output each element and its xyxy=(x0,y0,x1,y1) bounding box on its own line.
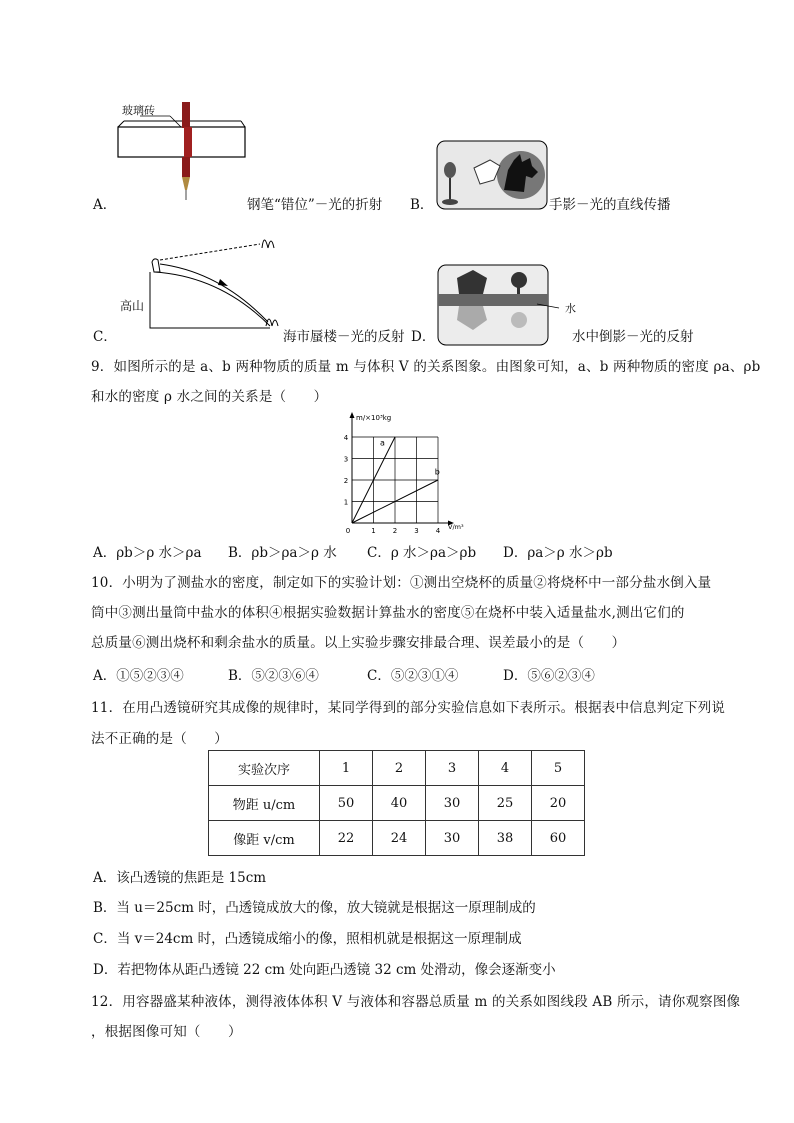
option-b-letter: B． xyxy=(410,197,434,213)
q12-stem-line2: ，根据图像可知（ ） xyxy=(91,1024,242,1040)
option-d-letter: D． xyxy=(411,329,436,345)
q11-option-d: D．若把物体从距凸透镜 22 cm 处向距凸透镜 32 cm 处滑动，像会逐渐变小 xyxy=(93,962,556,978)
table-row-header: 物距 u/cm xyxy=(209,786,320,821)
x-axis-label: V/m³ xyxy=(448,523,464,531)
x-tick-label: 1 xyxy=(371,527,376,533)
q9-option-a: A．ρb＞ρ 水＞ρa xyxy=(93,545,202,561)
option-b-caption: 手影－光的直线传播 xyxy=(549,197,671,213)
table-cell: 40 xyxy=(373,786,426,821)
water-label: 水 xyxy=(565,302,576,315)
q9-option-d: D．ρa＞ρ 水＞ρb xyxy=(503,545,613,561)
table-row xyxy=(209,786,585,821)
y-tick-label: 2 xyxy=(343,477,349,485)
q9-stem-line1: 9．如图所示的是 a、b 两种物质的质量 m 与体积 V 的关系图象。由图象可知，a、b 两种物质的密度 ρa、ρb xyxy=(91,359,761,375)
option-c-caption: 海市蜃楼－光的反射 xyxy=(283,329,405,345)
figure-mirage xyxy=(120,232,290,332)
option-a-caption: 钢笔“错位”－光的折射 xyxy=(247,197,383,213)
q12-stem-line1: 12．用容器盛某种液体，测得液体体积 V 与液体和容器总质量 m 的关系如图线段 AB 所示，请你观察图像 xyxy=(91,994,741,1010)
table-cell: 3 xyxy=(426,751,479,786)
q10-option-a: A．①⑤②③④ xyxy=(93,668,184,684)
mountain-label: 高山 xyxy=(120,299,145,313)
q9-option-c: C．ρ 水＞ρa＞ρb xyxy=(367,545,477,561)
q10-option-d: D．⑤⑥②③④ xyxy=(503,668,595,684)
table-cell: 25 xyxy=(479,786,532,821)
table-cell: 50 xyxy=(320,786,373,821)
q11-option-c: C．当 v＝24cm 时，凸透镜成缩小的像，照相机就是根据这一原理制成 xyxy=(93,931,522,947)
q11-option-a: A．该凸透镜的焦距是 15cm xyxy=(93,870,267,886)
x-tick-label: 4 xyxy=(435,527,441,533)
table-cell: 30 xyxy=(426,786,479,821)
q10-stem-line2: 筒中③测出量筒中盐水的体积④根据实验数据计算盐水的密度⑤在烧杯中装入适量盐水,测出它们的 xyxy=(91,605,685,621)
q9-stem-line2: 和水的密度 ρ 水之间的关系是（ ） xyxy=(91,389,328,405)
q10-option-b: B．⑤②③⑥④ xyxy=(228,668,319,684)
table-row-header: 像距 v/cm xyxy=(209,821,320,856)
mass-volume-chart xyxy=(330,408,480,533)
q11-stem-line1: 11．在用凸透镜研究其成像的规律时，某同学得到的部分实验信息如下表所示。根据表中信息判定下列说 xyxy=(91,700,726,716)
y-tick-label: 3 xyxy=(343,455,349,464)
x-tick-label: 0 xyxy=(345,527,351,533)
table-cell: 1 xyxy=(320,751,373,786)
table-cell: 20 xyxy=(532,786,585,821)
y-tick-label: 4 xyxy=(343,434,349,442)
table-cell: 60 xyxy=(532,821,585,856)
x-tick-label: 2 xyxy=(392,527,398,533)
table-row-header: 实验次序 xyxy=(209,751,320,786)
y-tick-label: 1 xyxy=(343,498,349,507)
table-cell: 4 xyxy=(479,751,532,786)
table-cell: 2 xyxy=(373,751,426,786)
table-cell: 5 xyxy=(532,751,585,786)
lens-data-table xyxy=(208,750,585,856)
table-row xyxy=(209,821,585,856)
figure-pen-glass-block xyxy=(110,100,250,210)
q9-option-b: B．ρb＞ρa＞ρ 水 xyxy=(228,545,337,561)
y-axis-arrow xyxy=(350,412,355,418)
q10-stem-line1: 10．小明为了测盐水的密度，制定如下的实验计划：①测出空烧杯的质量②将烧杯中一部分盐水倒入量 xyxy=(91,575,712,591)
table-cell: 24 xyxy=(373,821,426,856)
table-row xyxy=(209,751,585,786)
y-axis-label: m/×10³kg xyxy=(356,414,392,422)
glass-block-label: 玻璃砖 xyxy=(122,104,155,117)
table-cell: 30 xyxy=(426,821,479,856)
q10-option-c: C．⑤②③①④ xyxy=(367,668,459,684)
q11-stem-line2: 法不正确的是（ ） xyxy=(91,731,228,747)
table-cell: 38 xyxy=(479,821,532,856)
x-tick-label: 3 xyxy=(414,527,419,533)
table-cell: 22 xyxy=(320,821,373,856)
figure-hand-shadow xyxy=(436,140,548,210)
q10-stem-line3: 总质量⑥测出烧杯和剩余盐水的质量。以上实验步骤安排最合理、误差最小的是（ ） xyxy=(91,635,626,651)
option-d-caption: 水中倒影－光的反射 xyxy=(572,329,694,345)
series-label-b: b xyxy=(434,467,440,477)
option-c-letter: C． xyxy=(93,329,117,345)
figure-water-reflection xyxy=(437,264,587,348)
q11-option-b: B．当 u＝25cm 时，凸透镜成放大的像，放大镜就是根据这一原理制成的 xyxy=(93,900,536,916)
series-label-a: a xyxy=(379,438,385,448)
option-a-letter: A． xyxy=(93,197,117,213)
